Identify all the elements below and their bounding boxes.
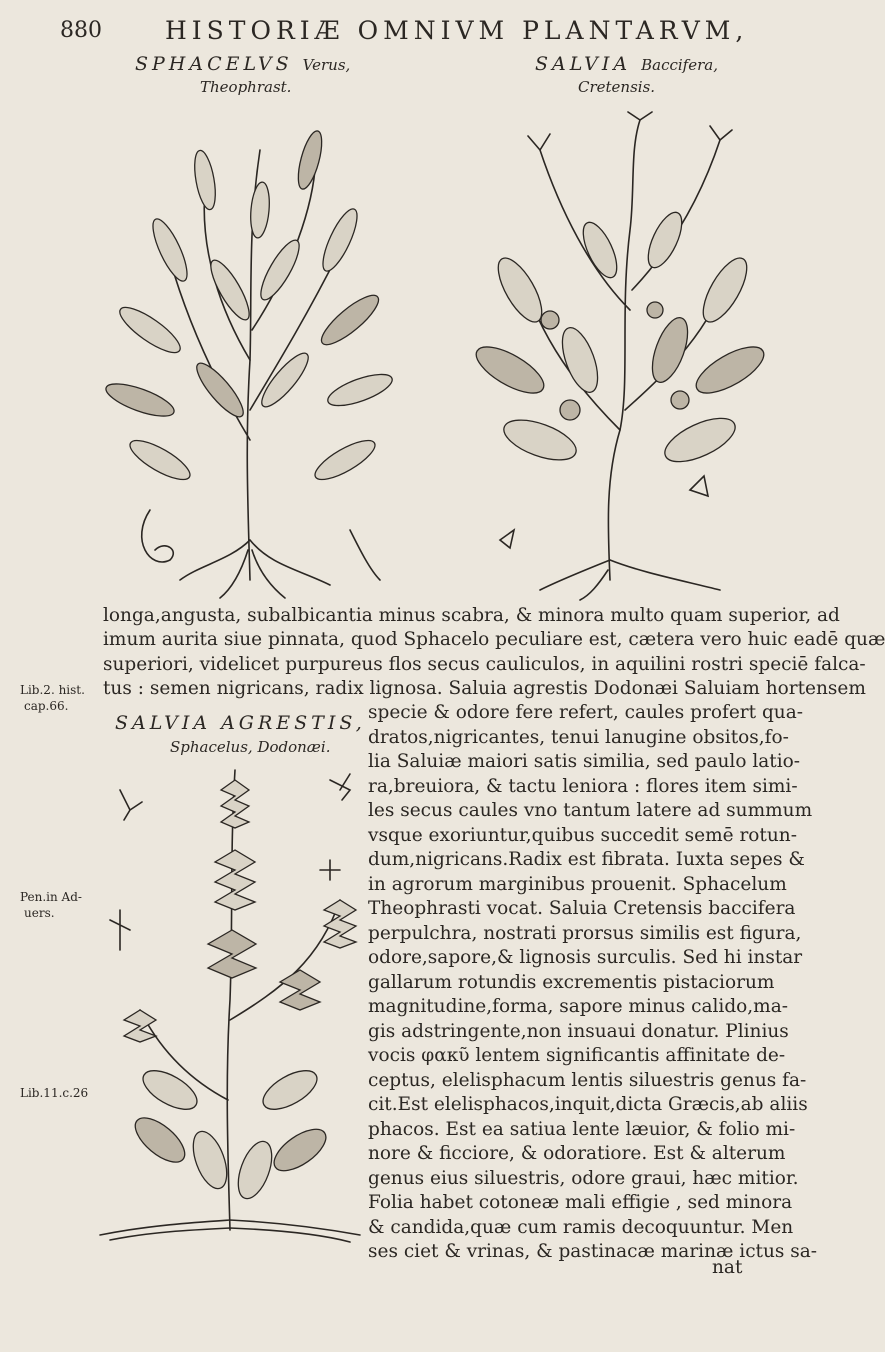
text-line: vsque exoriuntur,quibus succedit semē rotun- bbox=[368, 824, 797, 846]
margin-note: Pen.in Ad- bbox=[20, 890, 82, 904]
figure-title-caps: SALVIA bbox=[535, 53, 632, 75]
text-line: phacos. Est ea satiua lente læuior, & folio mi- bbox=[368, 1118, 796, 1140]
figure-title-rest: Verus, bbox=[302, 56, 351, 74]
running-head: HISTORIÆ OMNIVM PLANTARVM, bbox=[165, 16, 749, 45]
text-line: les secus caules vno tantum latere ad summum bbox=[368, 800, 813, 821]
text-line: Theophrasti vocat. Saluia Cretensis baccifera bbox=[368, 898, 796, 919]
margin-note: cap.66. bbox=[24, 699, 69, 713]
margin-note: Lib.2. hist. bbox=[20, 683, 85, 697]
margin-note: uers. bbox=[24, 906, 55, 920]
text-line: ses ciet & vrinas, & pastinacæ marinæ ictus sa- bbox=[368, 1241, 818, 1262]
figure-title-sphacelus bbox=[135, 53, 350, 75]
text-line: specie & odore fere refert, caules profert qua- bbox=[368, 702, 803, 723]
text-line: gis adstringente,non insuaui donatur. Plinius bbox=[368, 1020, 789, 1042]
catchword: nat bbox=[712, 1257, 743, 1278]
figure-subtitle-salvia-agrestis: Sphacelus, Dodonæi. bbox=[170, 738, 331, 756]
wild-sage-plant-icon bbox=[90, 760, 370, 1250]
figure-title-rest: Baccifera, bbox=[641, 56, 718, 74]
text-line: vocis φακῦ lentem significantis affinitate de- bbox=[368, 1045, 786, 1066]
text-line: ceptus, elelisphacum lentis siluestris genus fa- bbox=[368, 1069, 807, 1091]
text-line: cit.Est elelisphacos,inquit,dicta Græcis,ab aliis bbox=[368, 1094, 808, 1115]
text-line: lia Saluiæ maiori satis similia, sed paulo latio- bbox=[368, 751, 801, 772]
sage-plant-icon bbox=[110, 110, 390, 600]
text-line: dum,nigricans.Radix est fibrata. Iuxta sepes & bbox=[368, 849, 805, 870]
text-line: magnitudine,forma, sapore minus calido,ma- bbox=[368, 996, 789, 1017]
text-line: superiori, videlicet purpureus flos secus cauliculos, in aquilini rostri speciē falca- bbox=[103, 654, 866, 675]
figure-title-caps: SALVIA AGRESTIS, bbox=[115, 712, 366, 734]
text-line: tus : semen nigricans, radix lignosa. Saluia agrestis Dodonæi Saluiam hortensem bbox=[103, 678, 866, 699]
text-line: odore,sapore,& lignosis surculis. Sed hi instar bbox=[368, 947, 803, 968]
text-line: & candida,quæ cum ramis decoquuntur. Men bbox=[368, 1216, 794, 1238]
figure-title-salvia-baccifera bbox=[535, 53, 718, 75]
text-line: longa,angusta, subalbicantia minus scabra, & minora multo quam superior, ad bbox=[103, 605, 840, 626]
berry-sage-plant-icon bbox=[480, 110, 760, 600]
text-line: gallarum rotundis excrementis pistaciorum bbox=[368, 971, 775, 993]
figure-subtitle-salvia-baccifera: Cretensis. bbox=[578, 78, 656, 96]
text-line: Folia habet cotoneæ mali effigie , sed minora bbox=[368, 1192, 793, 1213]
text-column bbox=[368, 701, 817, 1265]
text-line: perpulchra, nostrati prorsus similis est figura, bbox=[368, 922, 802, 944]
text-line: genus eius siluestris, odore graui, hæc mitior. bbox=[368, 1167, 799, 1189]
text-line: imum aurita siue pinnata, quod Sphacelo peculiare est, cætera vero huic eadē quæ bbox=[103, 629, 885, 650]
text-line: ra,breuiora, & tactu leniora : flores item simi- bbox=[368, 775, 798, 797]
figure-title-caps: SPHACELVS bbox=[135, 53, 293, 75]
text-line: nore & ficciore, & odoratiore. Est & alterum bbox=[368, 1143, 786, 1164]
figure-subtitle-sphacelus: Theophrast. bbox=[200, 78, 292, 96]
text-line: dratos,nigricantes, tenui lanugine obsitos,fo- bbox=[368, 726, 789, 748]
page-number: 880 bbox=[60, 18, 102, 43]
margin-note: Lib.11.c.26 bbox=[20, 1086, 89, 1100]
text-line: in agrorum marginibus prouenit. Sphacelum bbox=[368, 873, 787, 895]
figure-title-salvia-agrestis bbox=[115, 712, 366, 734]
